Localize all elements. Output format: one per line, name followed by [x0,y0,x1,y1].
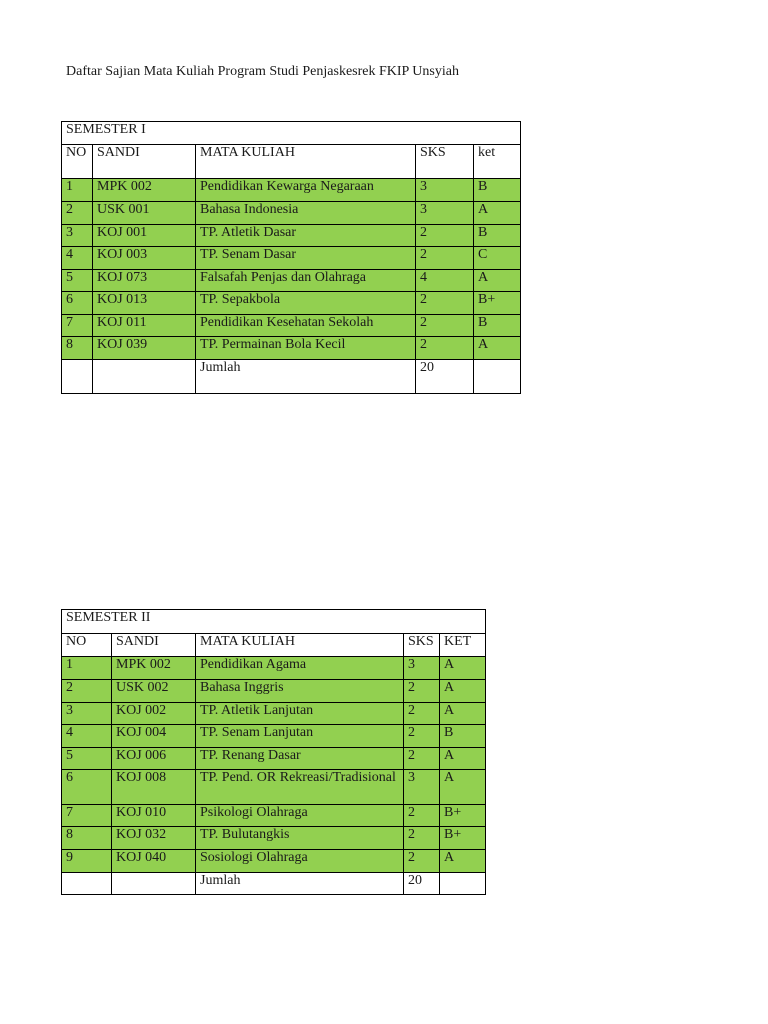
cell-sks: 3 [416,202,474,225]
cell-mata-kuliah: Psikologi Olahraga [196,805,404,827]
cell-no: 5 [62,270,93,292]
cell-no: 1 [62,179,93,202]
cell-sks: 2 [404,805,440,827]
cell-sks: 2 [416,315,474,337]
cell-no: 6 [62,770,112,805]
cell-empty [440,873,486,895]
cell-no: 4 [62,725,112,748]
table-row [62,202,521,225]
header-ket: ket [474,145,521,179]
cell-mata-kuliah: Sosiologi Olahraga [196,850,404,873]
cell-ket: A [474,202,521,225]
cell-ket: A [440,657,486,680]
cell-no: 2 [62,202,93,225]
header-row [62,634,486,657]
table-row [62,315,521,337]
cell-sandi: KOJ 011 [93,315,196,337]
table-row [62,657,486,680]
header-no: NO [62,145,93,179]
cell-mata-kuliah: Pendidikan Agama [196,657,404,680]
table-row [62,770,486,805]
cell-no: 7 [62,805,112,827]
cell-mata-kuliah: Pendidikan Kewarga Negaraan [196,179,416,202]
cell-sks: 2 [416,225,474,247]
cell-ket: B [474,225,521,247]
cell-sandi: MPK 002 [112,657,196,680]
header-sks: SKS [404,634,440,657]
cell-mata-kuliah: Falsafah Penjas dan Olahraga [196,270,416,292]
cell-sandi: KOJ 004 [112,725,196,748]
cell-sks: 2 [416,247,474,270]
cell-mata-kuliah: TP. Senam Dasar [196,247,416,270]
table-row [62,225,521,247]
cell-no: 8 [62,337,93,360]
cell-sandi: USK 001 [93,202,196,225]
table-row [62,748,486,770]
header-mata-kuliah: MATA KULIAH [196,145,416,179]
cell-no: 6 [62,292,93,315]
cell-mata-kuliah: TP. Bulutangkis [196,827,404,850]
total-label: Jumlah [196,873,404,895]
header-mata-kuliah: MATA KULIAH [196,634,404,657]
cell-empty [62,873,112,895]
cell-sandi: KOJ 003 [93,247,196,270]
cell-sks: 2 [404,748,440,770]
semester-title-row [62,610,486,634]
table-row [62,680,486,703]
total-sks: 20 [404,873,440,895]
cell-no: 1 [62,657,112,680]
cell-ket: B [474,315,521,337]
cell-sandi: KOJ 002 [112,703,196,725]
cell-no: 9 [62,850,112,873]
cell-no: 7 [62,315,93,337]
cell-sks: 3 [416,179,474,202]
header-no: NO [62,634,112,657]
cell-sks: 2 [404,725,440,748]
semester-title: SEMESTER II [62,610,486,634]
cell-ket: A [474,270,521,292]
cell-empty [112,873,196,895]
page-title: Daftar Sajian Mata Kuliah Program Studi Penjaskesrek FKIP Unsyiah [66,64,459,79]
cell-empty [474,360,521,394]
cell-no: 8 [62,827,112,850]
cell-mata-kuliah: TP. Senam Lanjutan [196,725,404,748]
cell-mata-kuliah: Bahasa Inggris [196,680,404,703]
header-sks: SKS [416,145,474,179]
cell-sandi: KOJ 010 [112,805,196,827]
header-row [62,145,521,179]
cell-ket: A [440,850,486,873]
cell-ket: C [474,247,521,270]
cell-sks: 3 [404,657,440,680]
cell-sandi: KOJ 013 [93,292,196,315]
cell-no: 3 [62,225,93,247]
semester-2-table [61,609,486,895]
cell-sandi: KOJ 032 [112,827,196,850]
cell-ket: B [474,179,521,202]
semester-1-table [61,121,521,394]
cell-sks: 4 [416,270,474,292]
cell-ket: B+ [474,292,521,315]
total-label: Jumlah [196,360,416,394]
cell-sks: 2 [416,337,474,360]
semester-title-row [62,122,521,145]
cell-sandi: KOJ 040 [112,850,196,873]
header-ket: KET [440,634,486,657]
cell-ket: B+ [440,805,486,827]
cell-ket: A [474,337,521,360]
total-row [62,360,521,394]
cell-mata-kuliah: TP. Permainan Bola Kecil [196,337,416,360]
cell-ket: A [440,748,486,770]
table-row [62,850,486,873]
semester-title: SEMESTER I [62,122,521,145]
table-row [62,827,486,850]
table-row [62,179,521,202]
cell-sks: 2 [404,680,440,703]
table-row [62,703,486,725]
cell-sandi: USK 002 [112,680,196,703]
cell-ket: A [440,680,486,703]
cell-mata-kuliah: TP. Atletik Lanjutan [196,703,404,725]
total-sks: 20 [416,360,474,394]
cell-sandi: KOJ 008 [112,770,196,805]
cell-no: 3 [62,703,112,725]
cell-ket: B [440,725,486,748]
cell-sandi: KOJ 073 [93,270,196,292]
cell-no: 5 [62,748,112,770]
cell-mata-kuliah: Pendidikan Kesehatan Sekolah [196,315,416,337]
table-row [62,292,521,315]
header-sandi: SANDI [93,145,196,179]
cell-ket: B+ [440,827,486,850]
cell-empty [93,360,196,394]
cell-sks: 2 [416,292,474,315]
cell-mata-kuliah: TP. Sepakbola [196,292,416,315]
cell-sandi: KOJ 001 [93,225,196,247]
header-sandi: SANDI [112,634,196,657]
cell-mata-kuliah: Bahasa Indonesia [196,202,416,225]
table-row [62,725,486,748]
cell-sandi: KOJ 006 [112,748,196,770]
cell-sandi: MPK 002 [93,179,196,202]
cell-ket: A [440,703,486,725]
cell-sks: 2 [404,827,440,850]
cell-no: 4 [62,247,93,270]
table-row [62,270,521,292]
cell-sks: 2 [404,703,440,725]
cell-empty [62,360,93,394]
cell-sks: 3 [404,770,440,805]
cell-sks: 2 [404,850,440,873]
cell-sandi: KOJ 039 [93,337,196,360]
cell-no: 2 [62,680,112,703]
cell-mata-kuliah: TP. Atletik Dasar [196,225,416,247]
total-row [62,873,486,895]
table-row [62,805,486,827]
table-row [62,337,521,360]
cell-ket: A [440,770,486,805]
table-row [62,247,521,270]
cell-mata-kuliah: TP. Pend. OR Rekreasi/Tradisional [196,770,404,805]
cell-mata-kuliah: TP. Renang Dasar [196,748,404,770]
